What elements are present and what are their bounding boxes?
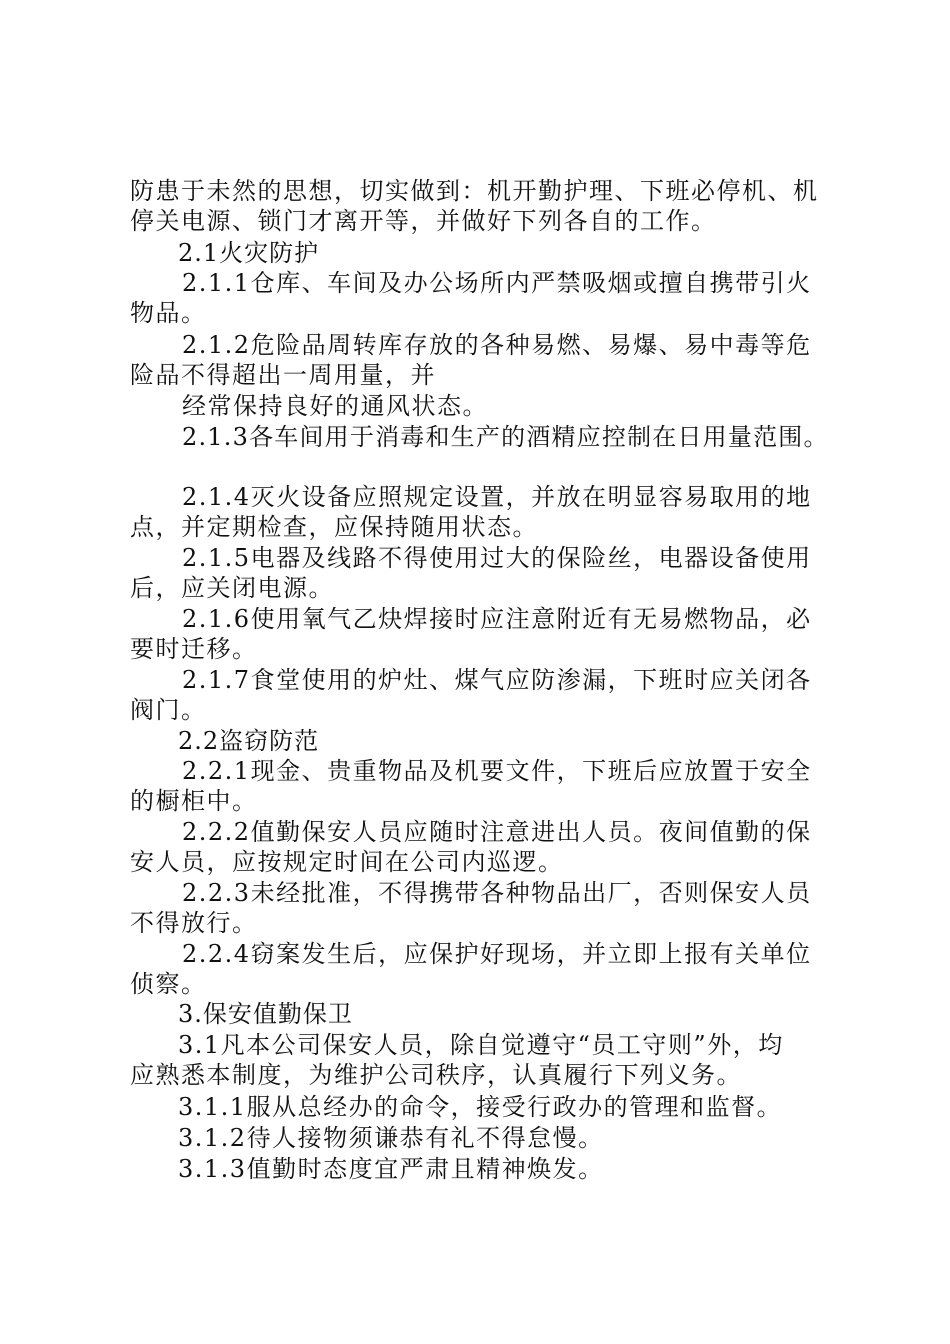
- text-line: 2.2.1现金、贵重物品及机要文件，下班后应放置于安全: [182, 757, 812, 785]
- text-line: 2.1.6使用氧气乙炔焊接时应注意附近有无易燃物品，必: [182, 605, 812, 633]
- section-heading-3: 3.保安值勤保卫: [178, 1000, 353, 1028]
- text-line: 2.1.5电器及线路不得使用过大的保险丝，电器设备使用: [182, 544, 812, 572]
- text-line: 的橱柜中。: [130, 787, 258, 815]
- text-line: 经常保持良好的通风状态。: [182, 392, 488, 420]
- text-line: 2.1.3各车间用于消毒和生产的酒精应控制在日用量范围。: [182, 423, 829, 451]
- text-line: 停关电源、锁门才离开等，并做好下列各自的工作。: [130, 207, 717, 235]
- text-line: 3.1凡本公司保安人员，除自觉遵守“员工守则”外，均: [178, 1031, 784, 1059]
- text-line: 侦察。: [130, 970, 207, 998]
- text-line: 2.2.3未经批准，不得携带各种物品出厂，否则保安人员: [182, 879, 812, 907]
- text-line: 物品。: [130, 299, 207, 327]
- text-line: 2.2.2值勤保安人员应随时注意进出人员。夜间值勤的保: [182, 818, 812, 846]
- text-line: 要时迁移。: [130, 635, 258, 663]
- text-line: 不得放行。: [130, 909, 258, 937]
- text-line: 3.1.2待人接物须谦恭有礼不得怠慢。: [178, 1124, 604, 1152]
- text-line: 安人员，应按规定时间在公司内巡逻。: [130, 848, 564, 876]
- text-line: 2.1.1仓库、车间及办公场所内严禁吸烟或擅自携带引火: [182, 269, 812, 297]
- section-heading-2-2: 2.2盗窃防范: [178, 727, 320, 755]
- text-line: 3.1.3值勤时态度宜严肃且精神焕发。: [178, 1155, 604, 1183]
- text-line: 2.1.4灭火设备应照规定设置，并放在明显容易取用的地: [182, 483, 812, 511]
- text-line: 后，应关闭电源。: [130, 574, 334, 602]
- text-line: 防患于未然的思想，切实做到：机开勤护理、下班必停机、机: [130, 177, 819, 205]
- text-line: 阀门。: [130, 696, 207, 724]
- text-line: 3.1.1服从总经办的命令，接受行政办的管理和监督。: [178, 1093, 783, 1121]
- text-line: 点，并定期检查，应保持随用状态。: [130, 513, 538, 541]
- text-line: 应熟悉本制度，为维护公司秩序，认真履行下列义务。: [130, 1061, 742, 1089]
- text-line: 2.1.7食堂使用的炉灶、煤气应防渗漏，下班时应关闭各: [182, 666, 812, 694]
- section-heading-2-1: 2.1火灾防护: [178, 239, 320, 267]
- text-line: 2.2.4窃案发生后，应保护好现场，并立即上报有关单位: [182, 940, 812, 968]
- text-line: 险品不得超出一周用量，并: [130, 361, 436, 389]
- text-line: 2.1.2危险品周转库存放的各种易燃、易爆、易中毒等危: [182, 331, 812, 359]
